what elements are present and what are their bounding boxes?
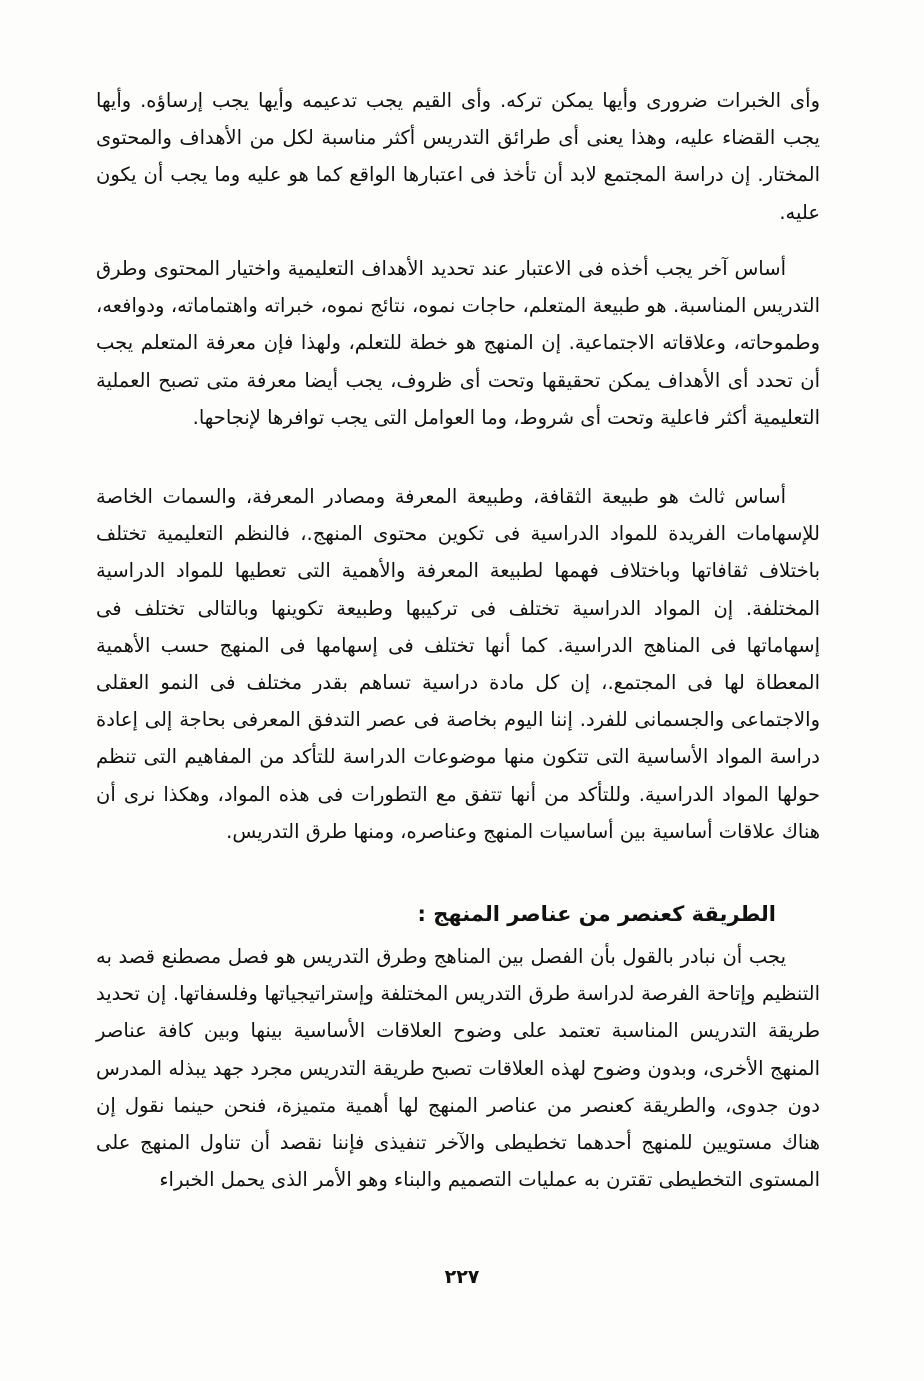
paragraph-learner-nature: أساس آخر يجب أخذه فى الاعتبار عند تحديد الأهداف التعليمية واختيار المحتوى وطرق التدريس المناسبة. هو طبيعة المتعلم، حاجات نموه، نتائج نموه، خبراته واهتماماته، ودوافعه، وطموحاته، وعلاقاته الاجتماعية. إن المنهج هو خطة للتعلم، ولهذا فإن معرفة المتعلم يجب أن تحدد أى الأهداف يمكن تحقيقها وتحت أى ظروف، يجب أيضا معرفة متى تصبح العملية التعليمية أكثر فاعلية وتحت أى شروط، وما العوامل التى يجب توافرها لإنجاحها. xyxy=(96,257,820,429)
section-heading: الطريقة كعنصر من عناصر المنهج : xyxy=(417,902,776,926)
paragraph-culture-knowledge: أساس ثالث هو طبيعة الثقافة، وطبيعة المعرفة ومصادر المعرفة، والسمات الخاصة للإسهامات الفريدة للمواد الدراسية فى تكوين محتوى المنهج.، فالنظم التعليمية تختلف باختلاف ثقافاتها وباختلاف فهمها لطبيعة المعرفة والأهمية التى تعطيها للمواد الدراسية المختلفة. إن المواد الدراسية تختلف فى تركيبها وطبيعة تكوينها وبالتالى تختلف فى إسهاماتها فى المناهج الدراسية. كما أنها تختلف فى إسهامها فى المنهج حسب الأهمية المعطاة لها فى المجتمع.، إن كل مادة دراسية تساهم بقدر مختلف فى النمو العقلى والاجتماعى والجسمانى للفرد. إننا اليوم بخاصة فى عصر التدفق المعرفى بحاجة إلى إعادة دراسة المواد الأساسية التى تتكون منها موضوعات الدراسة للتأكد من المفاهيم التى تنظم حولها المواد الدراسية. وللتأكد من أنها تتفق مع التطورات فى هذه المواد، وهكذا نرى أن هناك علاقات أساسية بين أساسيات المنهج وعناصره، ومنها طرق التدريس. xyxy=(96,485,820,843)
paragraph-method-as-element: يجب أن نبادر بالقول بأن الفصل بين المناهج وطرق التدريس هو فصل مصطنع قصد به التنظيم وإتاحة الفرصة لدراسة طرق التدريس المختلفة وإستراتيجياتها وفلسفاتها. إن تحديد طريقة التدريس المناسبة تعتمد على وضوح العلاقات الأساسية بينها وبين كافة عناصر المنهج الأخرى، وبدون وضوح لهذه العلاقات تصبح طريقة التدريس مجرد جهد يبذله المدرس دون جدوى، والطريقة كعنصر من عناصر المنهج لها أهمية متميزة، فنحن حينما نقول إن هناك مستويين للمنهج أحدهما تخطيطى والآخر تنفيذى فإننا نقصد أن تناول المنهج على المستوى التخطيطى تقترن به عمليات التصميم والبناء وهو الأمر الذى يحمل الخبراء xyxy=(96,945,820,1192)
page-number: ٢٢٧ xyxy=(444,1266,480,1288)
paragraph-society-study: وأى الخبرات ضرورى وأيها يمكن تركه. وأى القيم يجب تدعيمه وأيها يجب إرساؤه. وأيها يجب القضاء عليه، وهذا يعنى أى طرائق التدريس أكثر مناسبة لكل من الأهداف والمحتوى المختار. إن دراسة المجتمع لابد أن تأخذ فى اعتبارها الواقع كما هو عليه وما يجب أن يكون عليه. xyxy=(96,89,820,224)
